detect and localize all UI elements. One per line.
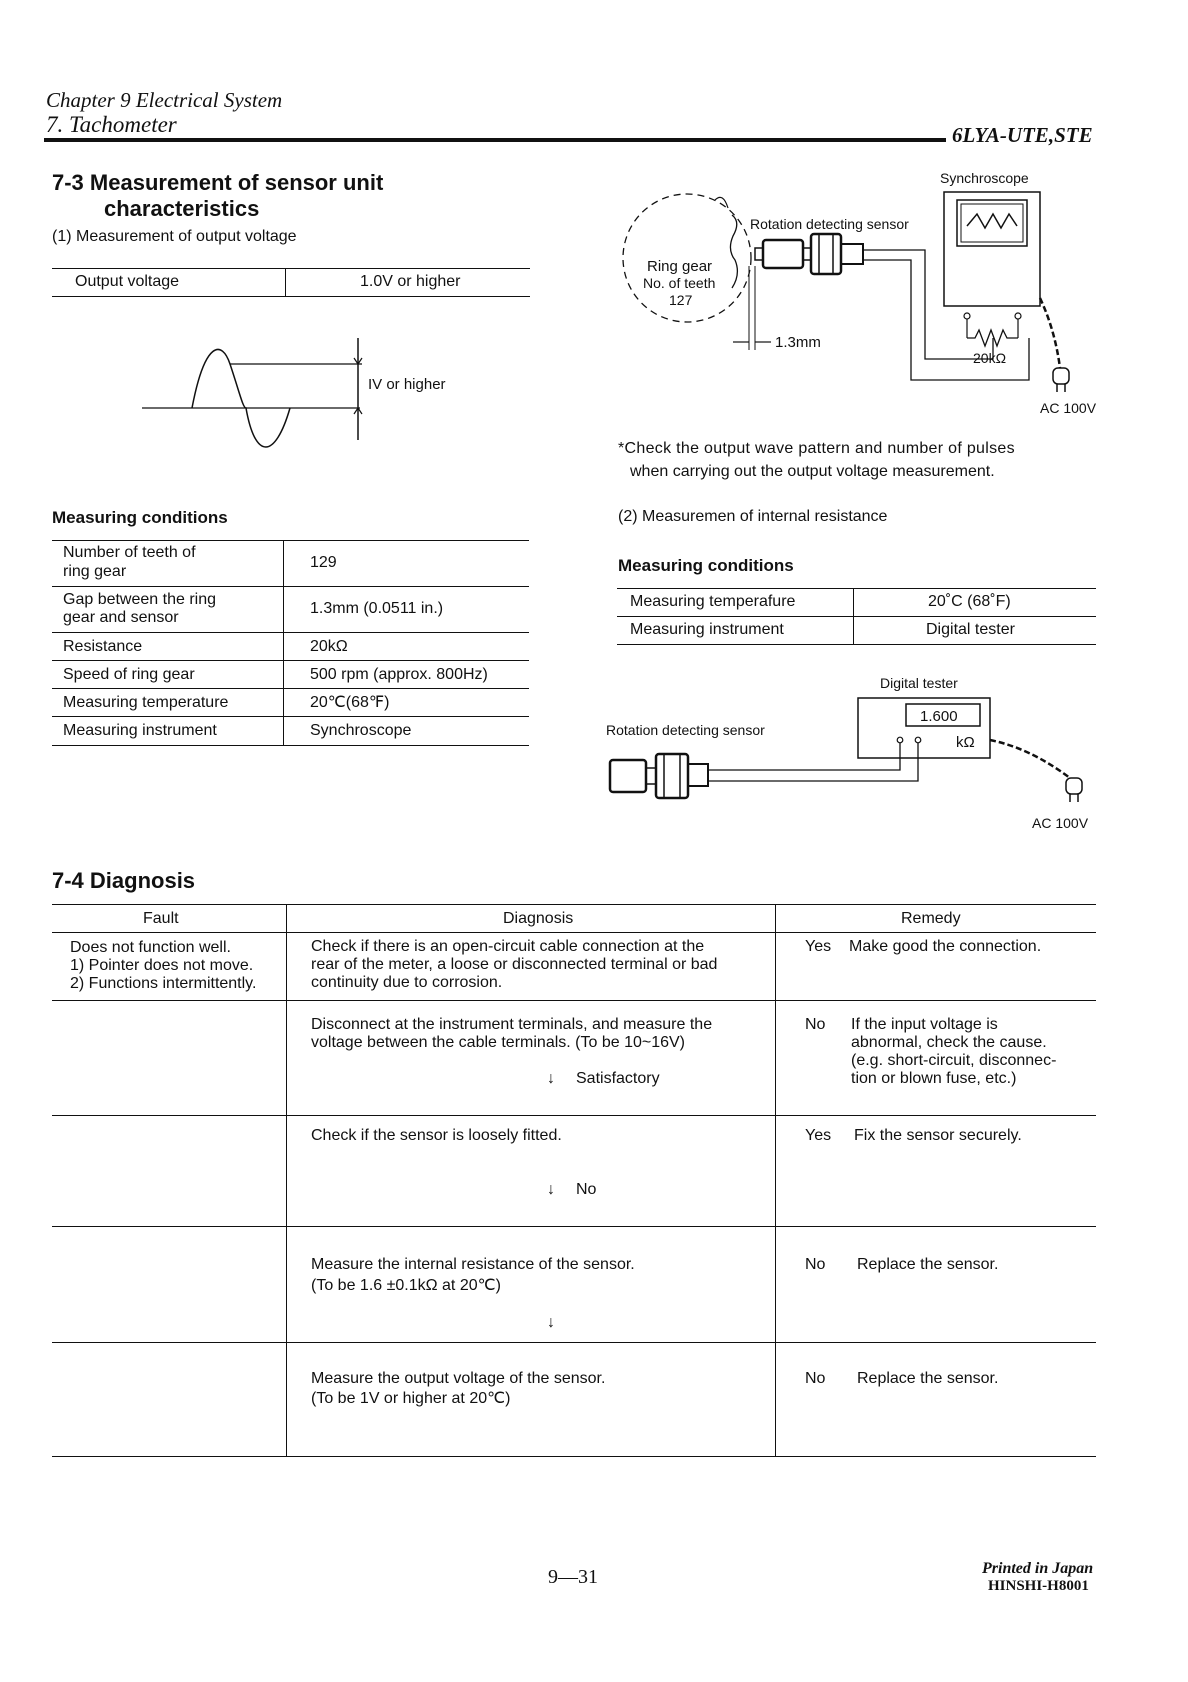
rotation-sensor-2-label: Rotation detecting sensor bbox=[606, 722, 765, 738]
fault-line-3: 2) Functions intermittently. bbox=[70, 975, 257, 992]
cond2-label-instrument: Measuring instrument bbox=[630, 621, 784, 638]
remedy-row2-line2: abnormal, check the cause. bbox=[851, 1034, 1047, 1051]
section-title: 7. Tachometer bbox=[46, 112, 177, 137]
diag-row5-line2: (To be 1V or higher at 20℃) bbox=[311, 1390, 511, 1407]
header-fault: Fault bbox=[143, 910, 179, 927]
diag-row3-arrow: ↓ bbox=[547, 1181, 555, 1198]
output-voltage-value: 1.0V or higher bbox=[360, 273, 461, 290]
digital-tester-diagram bbox=[600, 668, 1110, 838]
diag-row4-line1: Measure the internal resistance of the sensor. bbox=[311, 1256, 635, 1273]
remedy-row2-line3: (e.g. short-circuit, disconnec- bbox=[851, 1052, 1057, 1069]
page-number: 9—31 bbox=[548, 1566, 598, 1588]
power-plug-2-icon bbox=[1066, 778, 1082, 802]
model-name: 6LYA-UTE,STE bbox=[952, 123, 1093, 147]
synchroscope-diagram bbox=[615, 170, 1110, 420]
remedy-row2-line1: If the input voltage is bbox=[851, 1016, 998, 1033]
output-voltage-label: Output voltage bbox=[75, 273, 180, 290]
cond-label-instrument: Measuring instrument bbox=[63, 722, 217, 739]
measuring-conditions-2-title: Measuring conditions bbox=[618, 556, 794, 575]
section-7-3-title-cont: characteristics bbox=[104, 196, 260, 221]
cond-value-teeth: 129 bbox=[310, 554, 337, 571]
remedy-row4-line1: Replace the sensor. bbox=[857, 1256, 999, 1273]
cond-label-gap-2: gear and sensor bbox=[63, 609, 179, 626]
section-7-3-title: 7-3 Measurement of sensor unit bbox=[52, 170, 384, 195]
diag-row2-arrow-label: Satisfactory bbox=[576, 1070, 660, 1087]
diag-row1-line1: Check if there is an open-circuit cable connection at the bbox=[311, 938, 705, 955]
cond-label-resistance: Resistance bbox=[63, 638, 143, 655]
remedy-row2-line4: tion or blown fuse, etc.) bbox=[851, 1070, 1017, 1087]
tester-display-value: 1.600 bbox=[920, 708, 958, 725]
note-line-1: *Check the output wave pattern and number of pulses bbox=[618, 440, 1015, 457]
printed-in-japan: Printed in Japan bbox=[982, 1560, 1094, 1577]
section-7-4-title: 7-4 Diagnosis bbox=[52, 868, 196, 893]
document-code: HINSHI-H8001 bbox=[988, 1578, 1089, 1594]
remedy-row3-line1: Fix the sensor securely. bbox=[854, 1127, 1022, 1144]
cond2-label-temperature: Measuring temperafure bbox=[630, 593, 796, 610]
ac-label: AC 100V bbox=[1040, 400, 1097, 416]
ac-2-label: AC 100V bbox=[1032, 815, 1089, 831]
note-line-2: when carrying out the output voltage measurement. bbox=[630, 463, 995, 480]
remedy-row2-key: No bbox=[805, 1016, 826, 1033]
diag-row5-line1: Measure the output voltage of the sensor. bbox=[311, 1370, 606, 1387]
output-voltage-subtitle: (1) Measurement of output voltage bbox=[52, 228, 297, 245]
diag-row2-arrow: ↓ bbox=[547, 1070, 555, 1087]
ring-gear-label: Ring gear bbox=[647, 258, 713, 275]
tester-unit: kΩ bbox=[956, 734, 975, 751]
diag-row2-line1: Disconnect at the instrument terminals, and measure the bbox=[311, 1016, 713, 1033]
remedy-row1-line1: Make good the connection. bbox=[849, 938, 1042, 955]
cond-value-temperature: 20℃(68℉) bbox=[310, 694, 390, 711]
header-remedy: Remedy bbox=[901, 910, 961, 927]
ring-gear-teeth-count: 127 bbox=[669, 292, 693, 308]
rotation-sensor-icon bbox=[755, 234, 863, 274]
header-diagnosis: Diagnosis bbox=[503, 910, 574, 927]
ring-gear-teeth-label: No. of teeth bbox=[643, 275, 716, 291]
gap-label: 1.3mm bbox=[775, 334, 821, 351]
cond-value-resistance: 20kΩ bbox=[310, 638, 348, 655]
remedy-row3-key: Yes bbox=[805, 1127, 832, 1144]
resistor-label: 20kΩ bbox=[973, 350, 1007, 366]
cond-value-gap: 1.3mm (0.0511 in.) bbox=[310, 600, 444, 617]
remedy-row5-line1: Replace the sensor. bbox=[857, 1370, 999, 1387]
cond-label-teeth-1: Number of teeth of bbox=[63, 544, 196, 561]
cond-label-speed: Speed of ring gear bbox=[63, 666, 195, 683]
diag-row4-line2: (To be 1.6 ±0.1kΩ at 20℃) bbox=[311, 1277, 501, 1294]
measuring-conditions-title: Measuring conditions bbox=[52, 508, 228, 527]
diag-row4-arrow: ↓ bbox=[547, 1314, 555, 1331]
digital-tester-label: Digital tester bbox=[880, 675, 958, 691]
cond-value-speed: 500 rpm (approx. 800Hz) bbox=[310, 666, 488, 683]
cond-label-temperature: Measuring temperature bbox=[63, 694, 229, 711]
remedy-row5-key: No bbox=[805, 1370, 826, 1387]
synchroscope-label: Synchroscope bbox=[940, 170, 1029, 186]
rotation-sensor-2-icon bbox=[610, 754, 708, 798]
rotation-sensor-label: Rotation detecting sensor bbox=[750, 216, 909, 232]
remedy-row4-key: No bbox=[805, 1256, 826, 1273]
diag-row3-arrow-label: No bbox=[576, 1181, 597, 1198]
diag-row1-line3: continuity due to corrosion. bbox=[311, 974, 503, 991]
cond2-value-temperature: 20˚C (68˚F) bbox=[928, 593, 1011, 610]
diag-row3-line1: Check if the sensor is loosely fitted. bbox=[311, 1127, 562, 1144]
cond-label-gap-1: Gap between the ring bbox=[63, 591, 216, 608]
cond2-value-instrument: Digital tester bbox=[926, 621, 1015, 638]
header-rule bbox=[44, 138, 946, 142]
power-plug-icon bbox=[1053, 368, 1069, 392]
cond-value-instrument: Synchroscope bbox=[310, 722, 412, 739]
remedy-row1-key: Yes bbox=[805, 938, 832, 955]
internal-resistance-subtitle: (2) Measuremen of internal resistance bbox=[618, 508, 888, 525]
chapter-title: Chapter 9 Electrical System bbox=[46, 88, 283, 112]
fault-line-1: Does not function well. bbox=[70, 939, 231, 956]
diag-row2-line2: voltage between the cable terminals. (To be 10~16V) bbox=[311, 1034, 686, 1051]
sine-wave-diagram bbox=[130, 330, 470, 470]
fault-line-2: 1) Pointer does not move. bbox=[70, 957, 254, 974]
synchroscope-icon bbox=[944, 192, 1040, 319]
wave-label: IV or higher bbox=[368, 376, 446, 393]
cond-label-teeth-2: ring gear bbox=[63, 563, 127, 580]
diag-row1-line2: rear of the meter, a loose or disconnected terminal or bad bbox=[311, 956, 718, 973]
